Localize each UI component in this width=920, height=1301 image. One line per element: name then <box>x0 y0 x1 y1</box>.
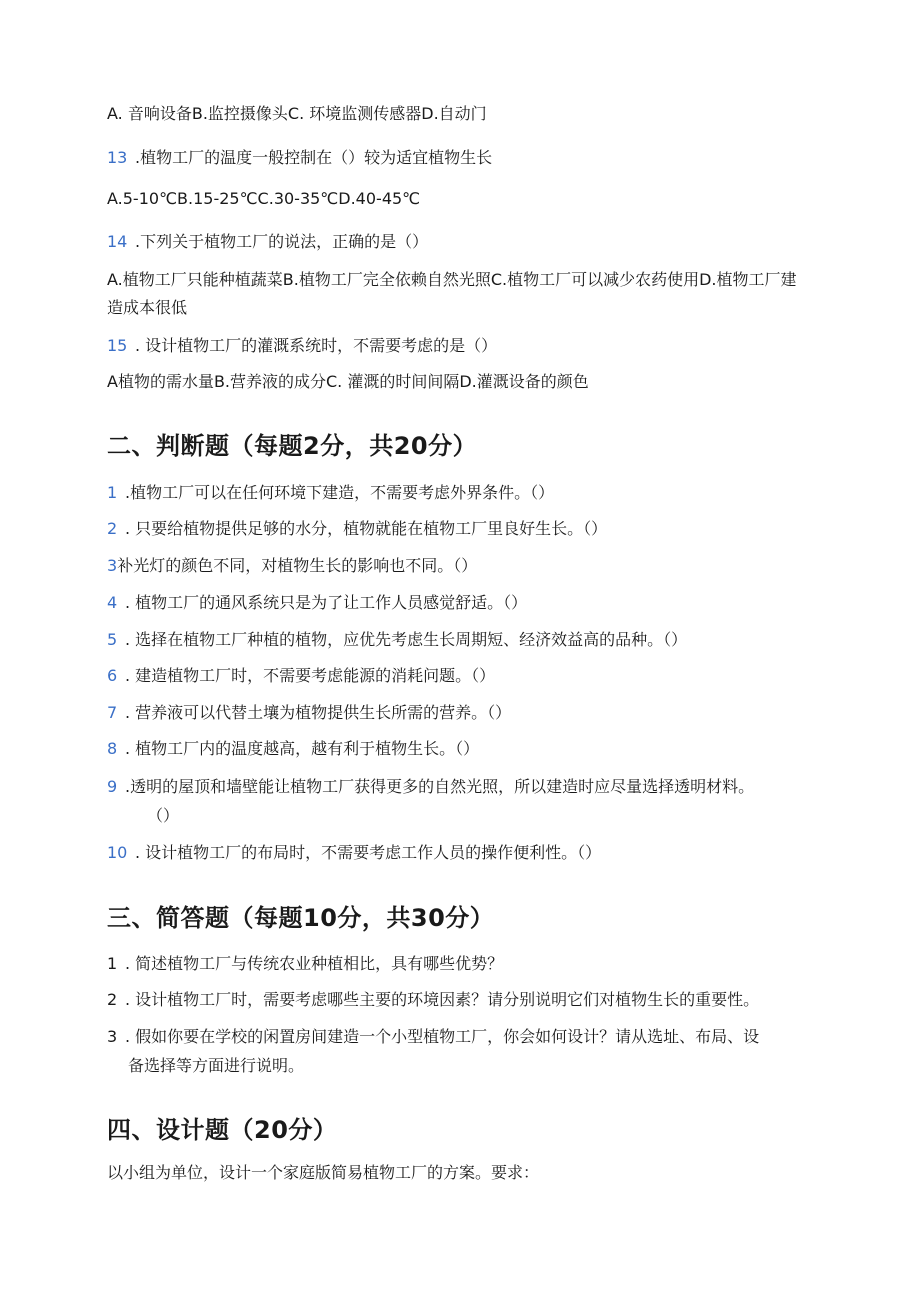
item-text: . 植物工厂内的温度越高，越有利于植物生长。（） <box>125 739 480 758</box>
question-13-options: A.5-10℃B.15-25℃C.30-35℃D.40-45℃ <box>107 189 421 208</box>
judgment-item-9 <box>107 775 754 799</box>
item-number: 6 <box>107 666 118 685</box>
judgment-item-4 <box>107 591 527 615</box>
short-answer-item-3-continuation: 备选择等方面进行说明。 <box>128 1056 305 1075</box>
item-number: 4 <box>107 593 118 612</box>
item-text: .植物工厂可以在任何环境下建造，不需要考虑外界条件。（） <box>125 483 555 502</box>
section-3-heading: 三、简答题（每题10分，共30分） <box>107 904 495 932</box>
question-text: . 设计植物工厂的灌溉系统时，不需要考虑的是（） <box>135 336 498 355</box>
item-text: . 建造植物工厂时，不需要考虑能源的消耗问题。（） <box>125 666 496 685</box>
item-number: 3 <box>107 556 118 575</box>
question-15-options: A植物的需水量B.营养液的成分C. 灌溉的时间间隔D.灌溉设备的颜色 <box>107 372 589 391</box>
item-number: 7 <box>107 703 118 722</box>
short-answer-item-2 <box>107 988 759 1012</box>
item-text: 补光灯的颜色不同，对植物生长的影响也不同。（） <box>117 556 478 575</box>
item-text: . 营养液可以代替土壤为植物提供生长所需的营养。（） <box>125 703 512 722</box>
short-answer-item-3 <box>107 1025 759 1049</box>
item-number: 2 <box>107 990 118 1009</box>
judgment-item-2 <box>107 517 607 541</box>
item-text: . 植物工厂的通风系统只是为了让工作人员感觉舒适。（） <box>125 593 528 612</box>
question-number: 14 <box>107 232 128 251</box>
item-text: .透明的屋顶和墙壁能让植物工厂获得更多的自然光照，所以建造时应尽量选择透明材料。 <box>125 777 755 796</box>
item-text: . 假如你要在学校的闲置房间建造一个小型植物工厂，你会如何设计？请从选址、布局、设 <box>125 1027 760 1046</box>
question-number: 13 <box>107 148 128 167</box>
judgment-item-9-continuation: （） <box>147 806 180 825</box>
question-13 <box>107 146 492 170</box>
item-text: . 设计植物工厂时，需要考虑哪些主要的环境因素？请分别说明它们对植物生长的重要性。 <box>125 990 760 1009</box>
section-4-intro: 以小组为单位，设计一个家庭版简易植物工厂的方案。要求： <box>107 1163 540 1182</box>
item-number: 5 <box>107 630 118 649</box>
item-text: . 只要给植物提供足够的水分，植物就能在植物工厂里良好生长。（） <box>125 519 608 538</box>
judgment-item-7 <box>107 701 511 725</box>
item-number: 10 <box>107 843 128 862</box>
item-number: 8 <box>107 739 118 758</box>
item-number: 3 <box>107 1027 118 1046</box>
question-15 <box>107 334 497 358</box>
judgment-item-5 <box>107 628 687 652</box>
item-text: . 设计植物工厂的布局时，不需要考虑工作人员的操作便利性。（） <box>135 843 602 862</box>
judgment-item-8 <box>107 737 479 761</box>
question-number: 15 <box>107 336 128 355</box>
item-number: 1 <box>107 483 118 502</box>
short-answer-item-1 <box>107 952 503 976</box>
item-number: 9 <box>107 777 118 796</box>
item-text: . 简述植物工厂与传统农业种植相比，具有哪些优势？ <box>125 954 504 973</box>
section-2-heading: 二、判断题（每题2分，共20分） <box>107 432 478 460</box>
item-number: 1 <box>107 954 118 973</box>
judgment-item-1 <box>107 481 554 505</box>
judgment-item-10 <box>107 841 601 865</box>
question-14 <box>107 230 428 254</box>
item-number: 2 <box>107 519 118 538</box>
section-4-heading: 四、设计题（20分） <box>107 1116 338 1144</box>
item-text: . 选择在植物工厂种植的植物，应优先考虑生长周期短、经济效益高的品种。（） <box>125 630 688 649</box>
judgment-item-3 <box>107 554 477 578</box>
question-12-options: A. 音响设备B.监控摄像头C. 环境监测传感器D.自动门 <box>107 104 487 123</box>
question-text: .植物工厂的温度一般控制在（）较为适宜植物生长 <box>135 148 493 167</box>
judgment-item-6 <box>107 664 495 688</box>
question-text: .下列关于植物工厂的说法，正确的是（） <box>135 232 429 251</box>
question-14-options: A.植物工厂只能种植蔬菜B.植物工厂完全依赖自然光照C.植物工厂可以减少农药使用D.植物工厂建造成本很低 <box>107 270 797 317</box>
